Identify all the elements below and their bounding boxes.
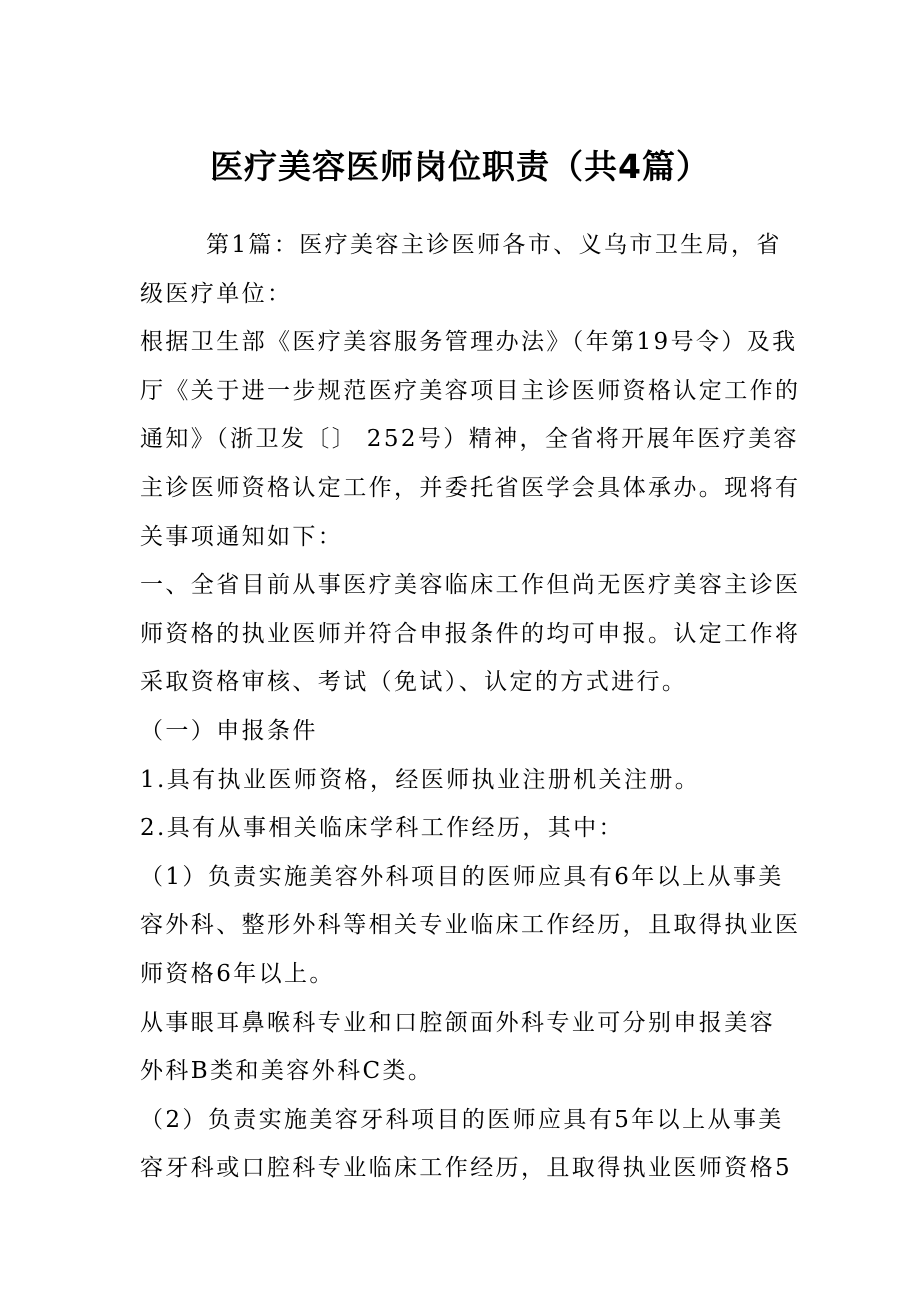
document-title: 医疗美容医师岗位职责（共4篇） [210,147,710,186]
paragraph-line: （1）负责实施美容外科项目的医师应具有6年以上从事美 [140,863,784,890]
paragraph-line: 容牙科或口腔科专业临床工作经历，且取得执业医师资格5 [140,1155,793,1182]
paragraph-line: 级医疗单位： [140,280,293,307]
paragraph-line: 一、全省目前从事医疗美容临床工作但尚无医疗美容主诊医 [140,572,801,599]
paragraph-line: 1.具有执业医师资格，经医师执业注册机关注册。 [140,766,701,793]
paragraph-line: 从事眼耳鼻喉科专业和口腔颌面外科专业可分别申报美容 [140,1009,775,1036]
paragraph-line: 第1篇：医疗美容主诊医师各市、义乌市卫生局，省 [206,232,782,258]
paragraph-line: （2）负责实施美容牙科项目的医师应具有5年以上从事美 [140,1106,784,1133]
paragraph-line: 师资格的执业医师并符合申报条件的均可申报。认定工作将 [140,620,801,647]
paragraph-line: 厅《关于进一步规范医疗美容项目主诊医师资格认定工作的 [140,377,801,404]
paragraph-line: 容外科、整形外科等相关专业临床工作经历，且取得执业医 [140,912,801,939]
document-body [140,221,801,1193]
paragraph-line: 采取资格审核、考试（免试）、认定的方式进行。 [140,669,688,696]
paragraph-line: 2.具有从事相关临床学科工作经历，其中： [140,815,624,842]
paragraph-line: 师资格6年以上。 [140,960,335,987]
paragraph-line: 通知》（浙卫发〔〕 252号）精神，全省将开展年医疗美容 [140,426,799,453]
paragraph-line: 根据卫生部《医疗美容服务管理办法》（年第19号令）及我 [140,329,798,356]
paragraph-line: 外科B类和美容外科C类。 [140,1058,434,1085]
section-heading: （一）申报条件 [140,717,318,744]
paragraph-line: 主诊医师资格认定工作，并委托省医学会具体承办。现将有 [140,474,801,501]
paragraph-line: 关事项通知如下： [140,523,344,550]
